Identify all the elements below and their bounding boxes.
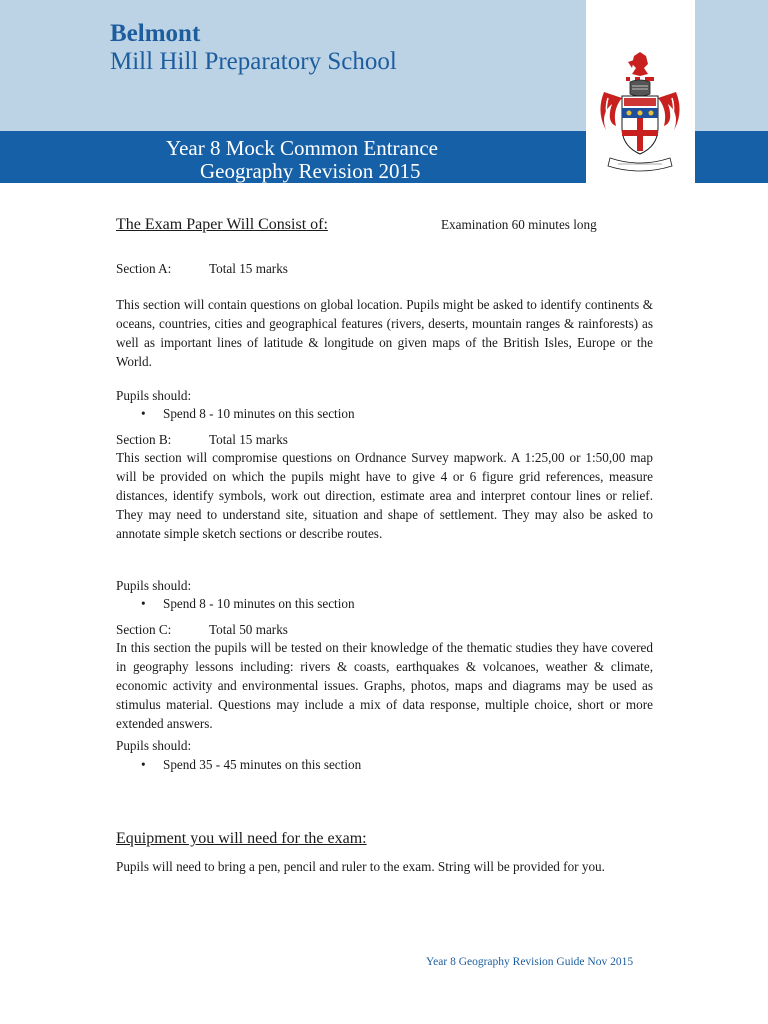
exam-duration: Examination 60 minutes long bbox=[441, 217, 597, 232]
equipment-text: Pupils will need to bring a pen, pencil and ruler to the exam. String will be provided for you. bbox=[116, 859, 605, 874]
bullet-icon: • bbox=[141, 406, 146, 421]
school-name: Belmont bbox=[110, 20, 201, 47]
bullet-text: Spend 8 - 10 minutes on this section bbox=[163, 596, 355, 611]
section-marks: Total 15 marks bbox=[209, 261, 288, 276]
section-b-bullet bbox=[141, 596, 355, 612]
section-c-text: In this section the pupils will be tested on their knowledge of the thematic studies they have covered in geography lessons including: rivers & coasts, earthquakes & volcanoes, weather & climate, economic activity and environmental issues. Graphs, photos, maps and diagrams may be used as stimulus material. Questions may include a mix of data response, multiple choice, short or more extended answers. bbox=[116, 640, 653, 731]
school-crest-icon bbox=[594, 52, 686, 176]
intro-heading: The Exam Paper Will Consist of: bbox=[116, 216, 328, 233]
section-a-text: This section will contain questions on global location. Pupils might be asked to identify continents & oceans, countries, cities and geographical features (rivers, deserts, mountain ranges & rainforests) as well as important lines of latitude & longitude on given maps of the British Isles, Europe or the World. bbox=[116, 297, 653, 369]
section-label: Section A: bbox=[116, 261, 172, 276]
bullet-text: Spend 35 - 45 minutes on this section bbox=[163, 757, 362, 772]
section-label: Section C: bbox=[116, 622, 172, 637]
section-b-heading bbox=[116, 432, 288, 448]
section-a-bullet bbox=[141, 406, 355, 422]
section-a-pupils-should: Pupils should: bbox=[116, 388, 192, 403]
document-title-line1: Year 8 Mock Common Entrance bbox=[166, 136, 438, 160]
section-b-pupils-should: Pupils should: bbox=[116, 578, 192, 593]
section-marks: Total 50 marks bbox=[209, 622, 288, 637]
bullet-icon: • bbox=[141, 757, 146, 772]
bullet-icon: • bbox=[141, 596, 146, 611]
equipment-heading: Equipment you will need for the exam: bbox=[116, 830, 367, 847]
section-a-heading bbox=[116, 261, 288, 277]
page-footer: Year 8 Geography Revision Guide Nov 2015 bbox=[426, 956, 634, 968]
section-marks: Total 15 marks bbox=[209, 432, 288, 447]
section-c-bullet bbox=[141, 757, 361, 773]
bullet-text: Spend 8 - 10 minutes on this section bbox=[163, 406, 355, 421]
section-label: Section B: bbox=[116, 432, 172, 447]
school-subtitle: Mill Hill Preparatory School bbox=[110, 48, 397, 75]
document-title-line2: Geography Revision 2015 bbox=[200, 159, 421, 183]
section-b-text: This section will compromise questions on Ordnance Survey mapwork. A 1:25,00 or 1:50,00 map will be provided on which the pupils might have to give 4 or 6 figure grid references, measure distances, identify symbols, work out direction, estimate area and interpret contour lines or relief. They may need to understand site, situation and shape of settlement. They may also be asked to annotate simple sketch sections or describe routes. bbox=[116, 450, 653, 541]
section-c-heading bbox=[116, 622, 288, 638]
section-c-pupils-should: Pupils should: bbox=[116, 738, 192, 753]
